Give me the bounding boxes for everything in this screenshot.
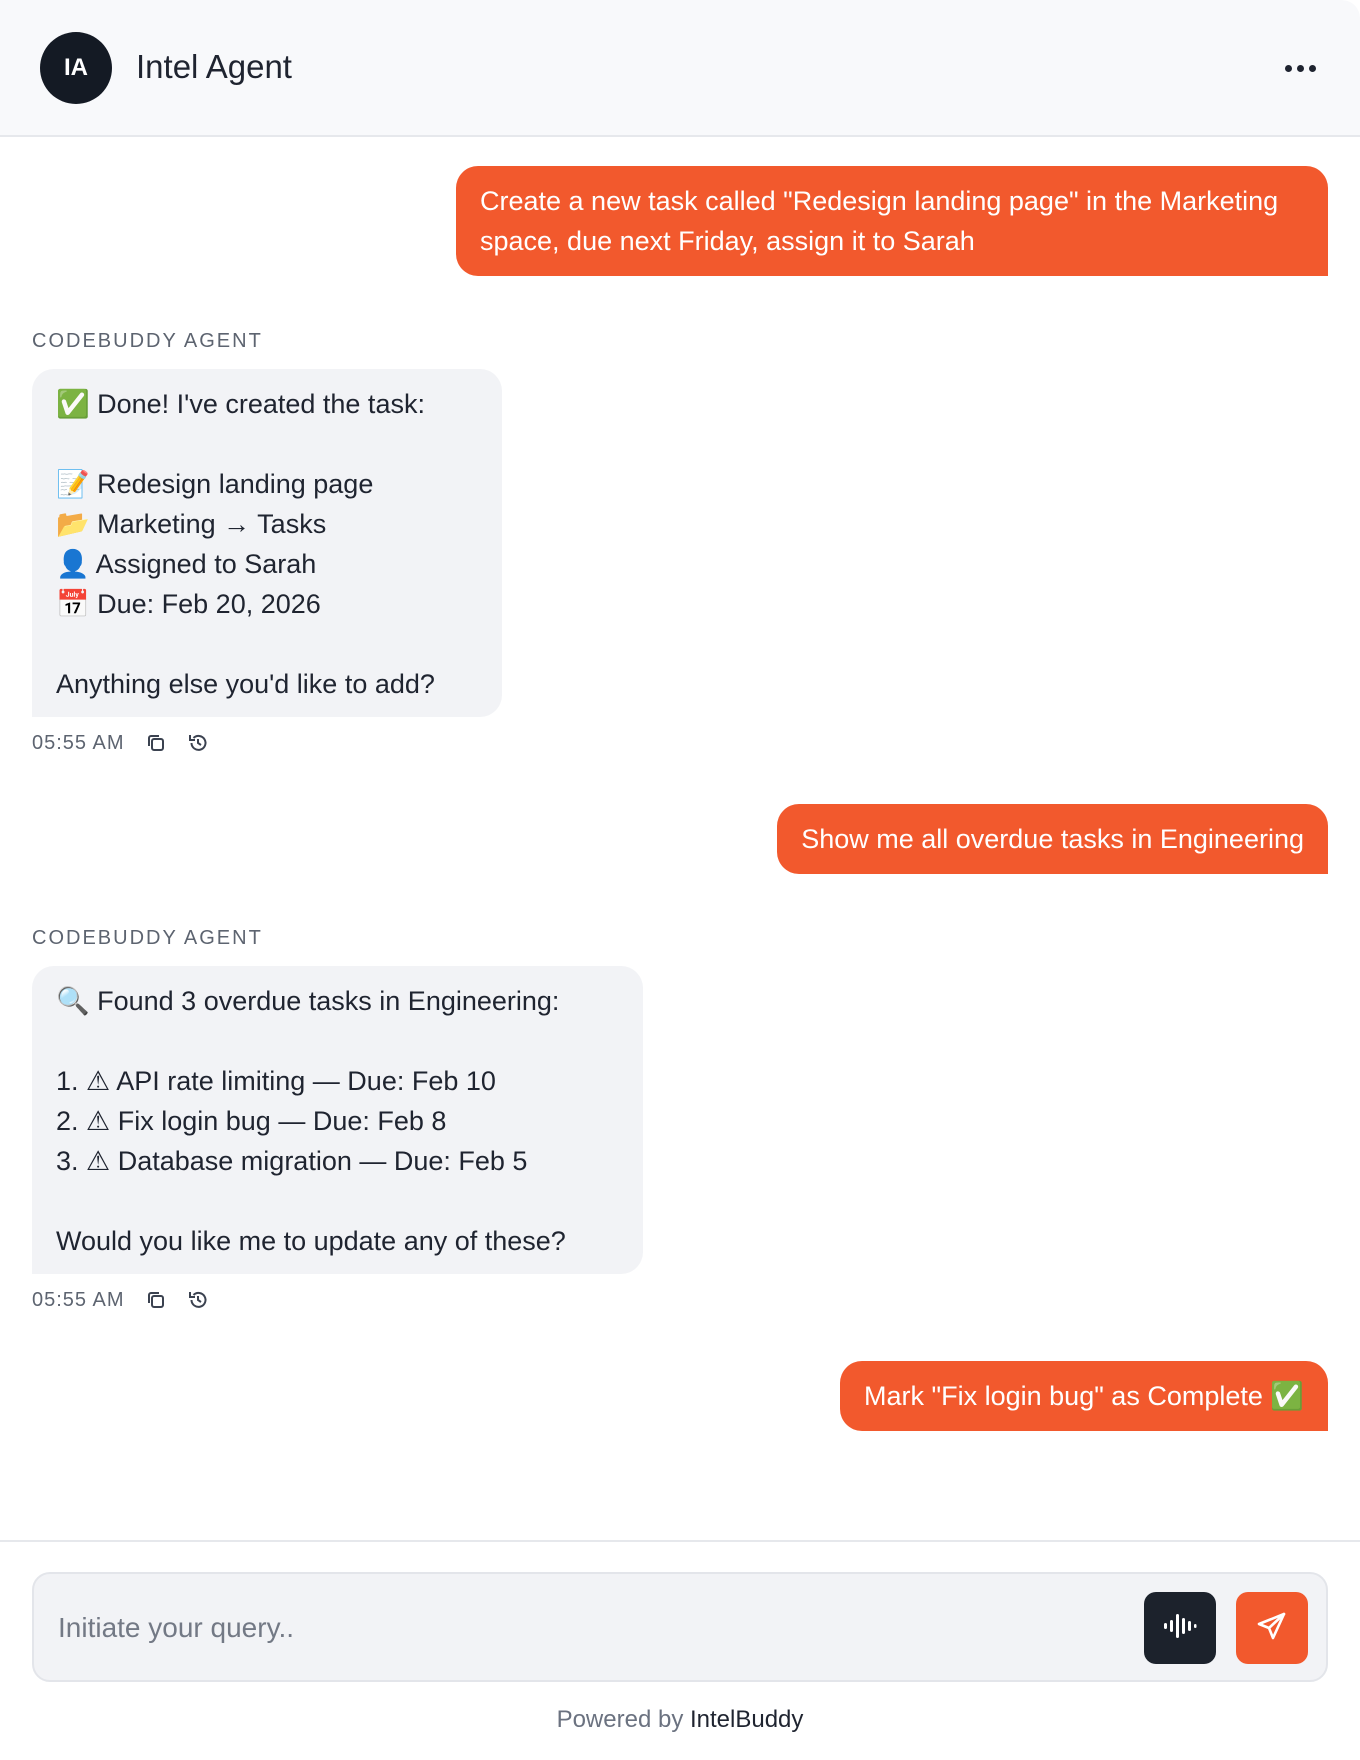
message-spacer bbox=[56, 624, 478, 664]
agent-label: CODEBUDDY AGENT bbox=[32, 927, 263, 949]
user-message: Mark "Fix login bug" as Complete ✅ bbox=[840, 1361, 1328, 1431]
message-line: 1. ⚠ API rate limiting — Due: Feb 10 bbox=[56, 1066, 496, 1096]
send-button[interactable] bbox=[1236, 1592, 1308, 1664]
message-line: 👤 Assigned to Sarah bbox=[56, 549, 317, 579]
waveform-icon bbox=[1162, 1612, 1198, 1645]
message-line: Would you like me to update any of these? bbox=[56, 1226, 566, 1256]
query-input[interactable] bbox=[56, 1599, 1120, 1657]
message-line: 2. ⚠ Fix login bug — Due: Feb 8 bbox=[56, 1106, 447, 1136]
message-timestamp: 05:55 AM bbox=[32, 1288, 125, 1311]
copy-icon[interactable] bbox=[145, 1289, 167, 1311]
message-spacer bbox=[56, 1021, 619, 1061]
chat-title: Intel Agent bbox=[136, 48, 292, 85]
message-line: 📂 Marketing → Tasks bbox=[56, 509, 327, 539]
message-meta bbox=[32, 1285, 209, 1315]
message-spacer bbox=[56, 424, 478, 464]
brand-link[interactable]: IntelBuddy bbox=[689, 1706, 804, 1733]
voice-button[interactable] bbox=[1144, 1592, 1216, 1664]
composer-divider bbox=[0, 1540, 1360, 1542]
message-timestamp: 05:55 AM bbox=[32, 731, 125, 754]
agent-label: CODEBUDDY AGENT bbox=[32, 330, 263, 352]
user-message: Show me all overdue tasks in Engineering bbox=[777, 804, 1328, 874]
message-line: 🔍 Found 3 overdue tasks in Engineering: bbox=[56, 986, 560, 1016]
history-icon[interactable] bbox=[187, 732, 209, 754]
copy-icon[interactable] bbox=[145, 732, 167, 754]
agent-message bbox=[32, 966, 643, 1274]
agent-avatar: IA bbox=[40, 32, 112, 104]
message-line: 3. ⚠ Database migration — Due: Feb 5 bbox=[56, 1146, 528, 1176]
message-line: ✅ Done! I've created the task: bbox=[56, 389, 425, 419]
powered-by bbox=[0, 1706, 1360, 1734]
agent-message bbox=[32, 369, 502, 717]
message-line: 📝 Redesign landing page bbox=[56, 469, 374, 499]
message-meta bbox=[32, 728, 209, 758]
chat-header bbox=[0, 0, 1360, 137]
message-line: Anything else you'd like to add? bbox=[56, 669, 435, 699]
message-line: 📅 Due: Feb 20, 2026 bbox=[56, 589, 321, 619]
powered-by-prefix: Powered by bbox=[556, 1706, 690, 1733]
send-icon bbox=[1256, 1610, 1288, 1647]
more-horizontal-icon[interactable] bbox=[1276, 52, 1324, 84]
composer bbox=[32, 1572, 1328, 1682]
history-icon[interactable] bbox=[187, 1289, 209, 1311]
user-message: Create a new task called "Redesign landing page" in the Marketing space, due next Friday, assign it to Sarah bbox=[456, 166, 1328, 276]
message-spacer bbox=[56, 1181, 619, 1221]
